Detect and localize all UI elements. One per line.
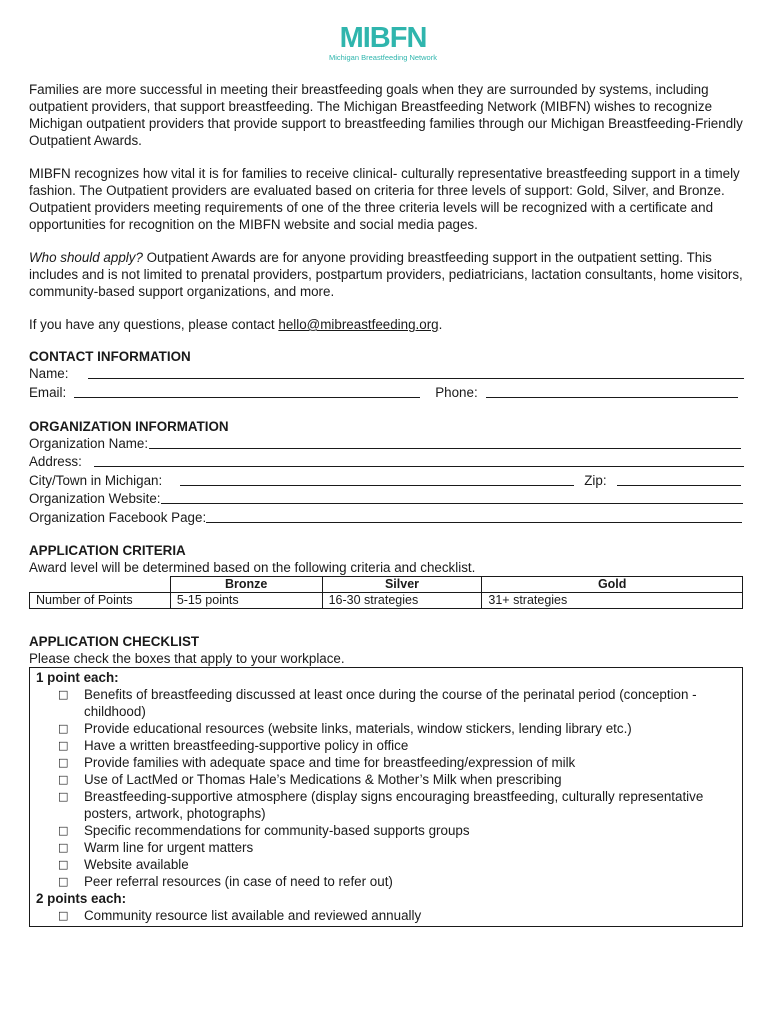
group1-item-text: Have a written breastfeeding-supportive policy in office [84, 737, 409, 753]
phone-field[interactable] [486, 386, 738, 398]
intro-paragraph-2: MIBFN recognizes how vital it is for families to receive clinical- culturally representative breastfeeding support in a timely fashion. The Outpatient providers are evaluated based on criteria for three levels of support: Gold, Silver, and Bronze. Outpatient providers meeting requirements of one of the three criteria levels will be recognized with a certificate and opportunities for recognition on the MIBFN website and social media pages. [29, 166, 740, 232]
criteria-header-gold: Gold [482, 576, 743, 592]
logo-mark: MIBFN [339, 22, 427, 54]
group1-item [36, 822, 736, 839]
group1-item [36, 771, 736, 788]
who-should-apply-text: Outpatient Awards are for anyone providing breastfeeding support in the outpatient setting. This includes and is not limited to prenatal providers, postpartum providers, pediatricians, lactation consultants, home visitors, community-based support organizations, and more. [29, 250, 743, 299]
facebook-label: Organization Facebook Page: [29, 509, 207, 525]
checkbox[interactable]: □ [58, 857, 69, 871]
who-should-apply: Who should apply? [29, 250, 143, 265]
phone-label: Phone: [435, 384, 478, 400]
group2-title: 2 points each: [36, 890, 127, 906]
name-field-row [29, 365, 747, 382]
intro-paragraph-4 [29, 316, 747, 333]
group2-item-text: Community resource list available and reviewed annually [84, 907, 422, 923]
checkbox[interactable]: □ [58, 908, 69, 922]
group1-item [36, 686, 736, 720]
org-name-row [29, 435, 747, 452]
city-label: City/Town in Michigan: [29, 472, 163, 488]
zip-label: Zip: [584, 472, 607, 488]
name-field[interactable] [88, 367, 744, 379]
group1-item-text: Benefits of breastfeeding discussed at least once during the course of the perinatal period (conception - childhood) [84, 686, 697, 719]
logo-subtitle: Michigan Breastfeeding Network [329, 53, 437, 62]
website-row [29, 489, 747, 508]
checkbox[interactable]: □ [58, 840, 69, 854]
criteria-section-title: APPLICATION CRITERIA [29, 542, 186, 558]
website-label: Organization Website: [29, 491, 161, 506]
address-field[interactable] [94, 455, 744, 467]
address-row [29, 452, 747, 471]
group1-title: 1 point each: [36, 669, 119, 685]
criteria-table [29, 576, 743, 609]
email-field[interactable] [74, 386, 420, 398]
group1-item [36, 873, 736, 890]
group1-item-text: Peer referral resources (in case of need to refer out) [84, 873, 393, 889]
criteria-bronze-value: 5-15 points [170, 592, 322, 608]
checklist-box [29, 667, 743, 927]
group1-item [36, 788, 736, 822]
group1-item-text: Website available [84, 856, 189, 872]
document-body [29, 81, 747, 927]
checklist-subtitle: Please check the boxes that apply to your workplace. [29, 650, 345, 666]
checkbox[interactable]: □ [58, 721, 69, 735]
intro-paragraph-3 [29, 249, 747, 300]
group1-list [36, 686, 736, 890]
facebook-field[interactable] [206, 511, 742, 523]
contact-suffix: . [438, 317, 443, 332]
facebook-row [29, 507, 747, 526]
criteria-row-label: Number of Points [30, 592, 171, 608]
intro-paragraph-1: Families are more successful in meeting their breastfeeding goals when they are surrounded by systems, including outpatient providers, that support breastfeeding. The Michigan Breastfeeding Network (MIBFN) wishes to recognize Michigan outpatient providers that provide support to breastfeeding families through our Michigan Breastfeeding-Friendly Outpatient Awards. [29, 82, 743, 148]
group1-item [36, 856, 736, 873]
group1-item [36, 737, 736, 754]
group1-item-text: Provide families with adequate space and time for breastfeeding/expression of milk [84, 754, 576, 770]
checklist-section-title: APPLICATION CHECKLIST [29, 633, 200, 649]
criteria-header-row [30, 576, 743, 592]
city-zip-row [29, 470, 747, 489]
group2-item [36, 907, 736, 924]
checkbox[interactable]: □ [58, 755, 69, 769]
group1-item [36, 754, 736, 771]
org-name-field[interactable] [149, 437, 741, 449]
group1-item-text: Use of LactMed or Thomas Hale’s Medications & Mother’s Milk when prescribing [84, 771, 562, 787]
website-field[interactable] [161, 492, 743, 504]
city-field[interactable] [180, 474, 574, 486]
contact-prefix: If you have any questions, please contact [29, 317, 279, 332]
zip-field[interactable] [617, 474, 741, 486]
group1-item-text: Specific recommendations for community-based supports groups [84, 822, 470, 838]
contact-email-link[interactable]: hello@mibreastfeeding.org [278, 317, 439, 332]
group1-item [36, 720, 736, 737]
criteria-header-silver: Silver [322, 576, 482, 592]
criteria-gold-value: 31+ strategies [482, 592, 743, 608]
address-label: Address: [29, 454, 82, 469]
checkbox[interactable]: □ [58, 738, 69, 752]
email-label: Email: [29, 384, 67, 400]
group1-item-text: Breastfeeding-supportive atmosphere (display signs encouraging breastfeeding, culturally representative posters, artwork, photographs) [84, 788, 704, 821]
organization-section-title: ORGANIZATION INFORMATION [29, 418, 229, 434]
email-phone-row [29, 382, 747, 401]
group1-item [36, 839, 736, 856]
checkbox[interactable]: □ [58, 687, 69, 701]
criteria-silver-value: 16-30 strategies [322, 592, 482, 608]
checkbox[interactable]: □ [58, 789, 69, 803]
name-label: Name: [29, 366, 69, 381]
checkbox[interactable]: □ [58, 823, 69, 837]
group1-item-text: Warm line for urgent matters [84, 839, 254, 855]
criteria-header-bronze: Bronze [170, 576, 322, 592]
criteria-header-empty [30, 576, 171, 592]
org-name-label: Organization Name: [29, 435, 149, 451]
contact-section-title: CONTACT INFORMATION [29, 349, 191, 364]
criteria-subtitle: Award level will be determined based on the following criteria and checklist. [29, 559, 476, 575]
checkbox[interactable]: □ [58, 772, 69, 786]
criteria-points-row [30, 592, 743, 608]
checkbox[interactable]: □ [58, 874, 69, 888]
mibfn-logo [316, 24, 450, 64]
group2-list [36, 907, 736, 924]
group1-item-text: Provide educational resources (website links, materials, window stickers, lending library etc.) [84, 720, 632, 736]
